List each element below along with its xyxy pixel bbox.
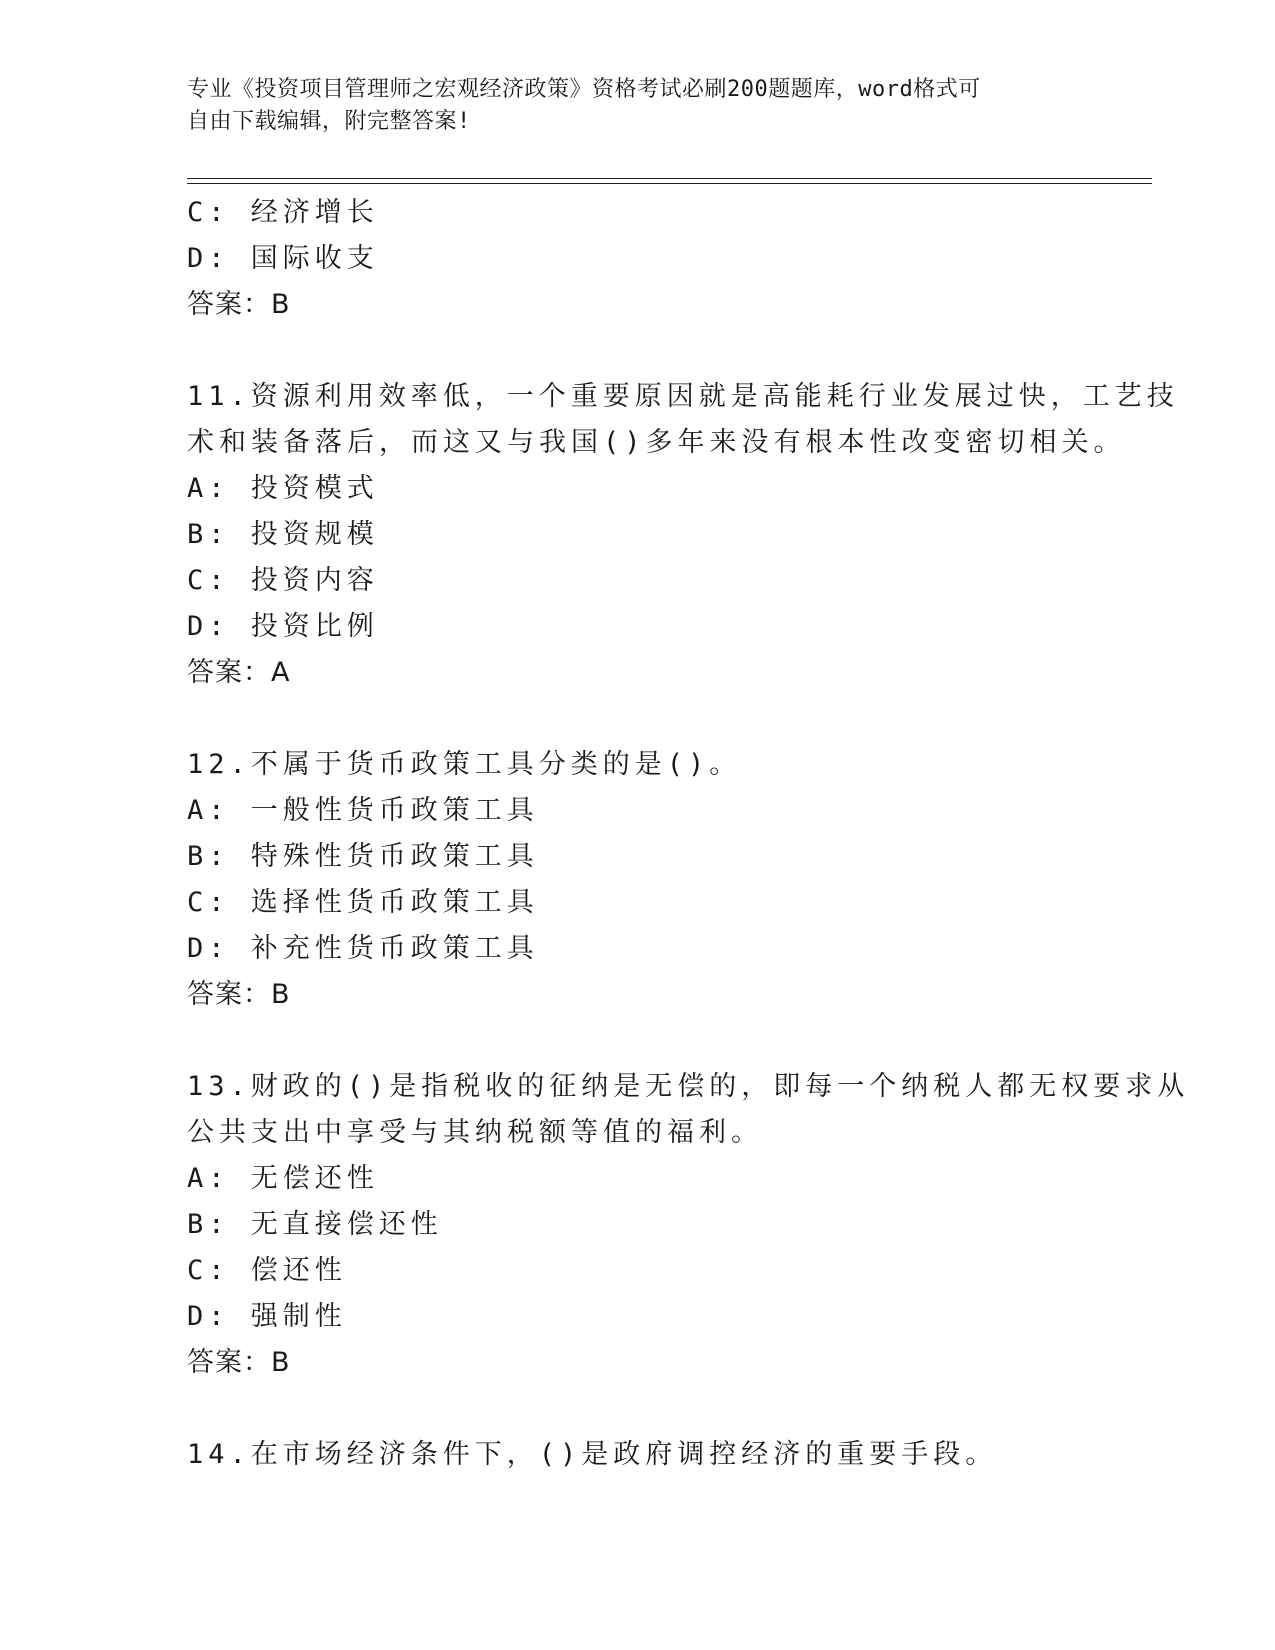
option-c: C: 经济增长 <box>187 197 379 228</box>
header-rule-bottom <box>187 183 1152 184</box>
answer: 答案：B <box>187 1347 291 1378</box>
question-11 <box>187 374 1179 696</box>
option-a: A: 投资模式 <box>187 473 379 504</box>
spacer <box>187 696 1087 742</box>
question-list <box>187 190 1190 1478</box>
option-d: D: 国际收支 <box>187 243 379 274</box>
question-12 <box>187 742 1087 1018</box>
option-c: C: 投资内容 <box>187 565 379 596</box>
header-line-2: 自由下载编辑，附完整答案! <box>187 109 471 134</box>
header-rule-top <box>187 178 1152 179</box>
question-stem: 14.在市场经济条件下，()是政府调控经济的重要手段。 <box>187 1439 998 1470</box>
question-stem: 公共支出中享受与其纳税额等值的福利。 <box>187 1117 763 1148</box>
option-c: C: 选择性货币政策工具 <box>187 887 539 918</box>
document-header <box>187 74 1067 138</box>
header-line-1: 专业《投资项目管理师之宏观经济政策》资格考试必刷200题题库，word格式可 <box>187 77 981 102</box>
spacer <box>187 1386 1087 1432</box>
question-14 <box>187 1432 1087 1478</box>
answer: 答案：A <box>187 657 291 688</box>
option-d: D: 补充性货币政策工具 <box>187 933 539 964</box>
answer: 答案：B <box>187 289 291 320</box>
option-a: A: 无偿还性 <box>187 1163 379 1194</box>
option-b: B: 投资规模 <box>187 519 379 550</box>
question-stem: 12.不属于货币政策工具分类的是()。 <box>187 749 742 780</box>
question-stem: 13.财政的()是指税收的征纳是无偿的，即每一个纳税人都无权要求从 <box>187 1071 1190 1102</box>
answer: 答案：B <box>187 979 291 1010</box>
option-b: B: 无直接偿还性 <box>187 1209 443 1240</box>
option-d: D: 强制性 <box>187 1301 347 1332</box>
option-b: B: 特殊性货币政策工具 <box>187 841 539 872</box>
question-fragment <box>187 190 1087 328</box>
question-stem: 11.资源利用效率低，一个重要原因就是高能耗行业发展过快，工艺技 <box>187 381 1179 412</box>
option-a: A: 一般性货币政策工具 <box>187 795 539 826</box>
question-13 <box>187 1064 1190 1386</box>
option-c: C: 偿还性 <box>187 1255 347 1286</box>
option-d: D: 投资比例 <box>187 611 379 642</box>
spacer <box>187 1018 1087 1064</box>
spacer <box>187 328 1087 374</box>
question-stem: 术和装备落后，而这又与我国()多年来没有根本性改变密切相关。 <box>187 427 1126 458</box>
